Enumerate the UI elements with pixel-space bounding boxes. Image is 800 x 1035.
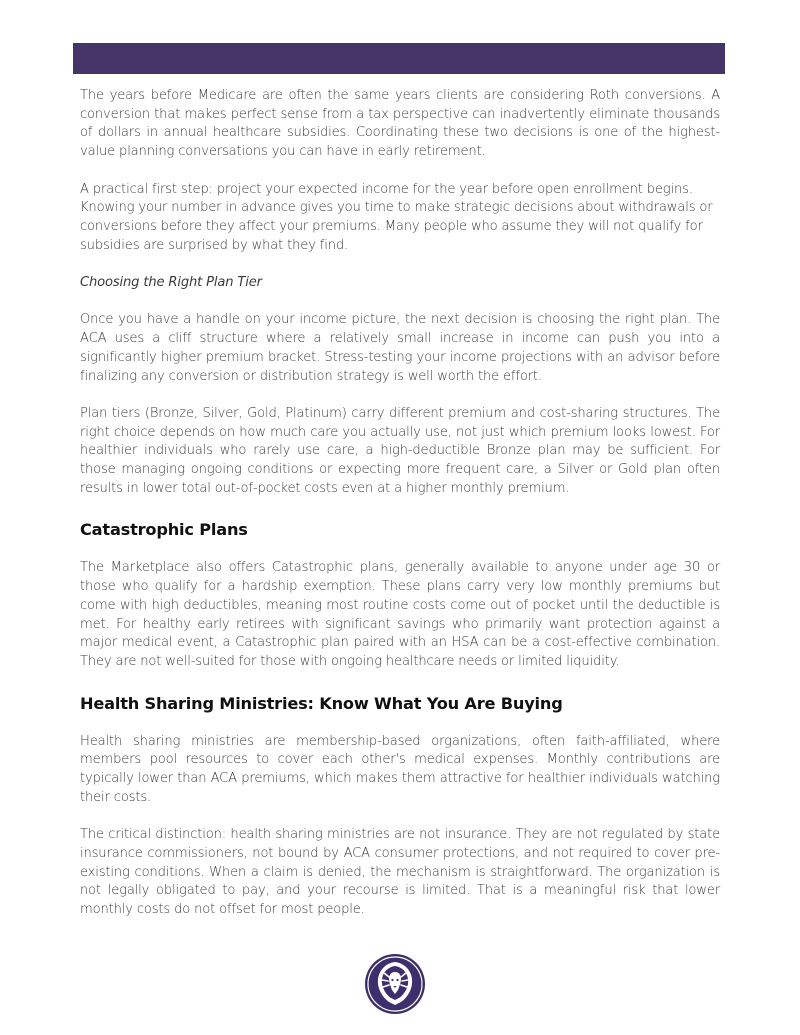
paragraph-ministries-overview: Health sharing ministries are membership-based organizations, often faith-affiliated, where members pool resources to cover each other's medical expenses. Monthly contributions are typically lower than ACA premiums, which makes them attractive for healthier individuals watching their costs. <box>80 733 720 805</box>
subheading-plan-tier: Choosing the Right Plan Tier <box>80 275 262 290</box>
heading-catastrophic-plans: Catastrophic Plans <box>80 520 248 540</box>
paragraph-cliff-structure: Once you have a handle on your income picture, the next decision is choosing the right plan. The ACA uses a cliff structure where a relatively small increase in income can push you into a significantly higher premium bracket. Stress-testing your income projections with an advisor before finalizing any conversion or distribution strategy is well worth the effort. <box>80 312 720 384</box>
paragraph-plan-tiers: Plan tiers (Bronze, Silver, Gold, Platinum) carry different premium and cost-sharing structures. The right choice depends on how much care you actually use, not just which premium looks lowest. For healthier individuals who rarely use care, a high-deductible Bronze plan may be sufficient. For those managing ongoing conditions or expecting more frequent care, a Silver or Gold plan often results in lower total out-of-pocket costs even at a higher monthly premium. <box>80 405 720 496</box>
heading-health-sharing-ministries: Health Sharing Ministries: Know What You Are Buying <box>80 693 563 713</box>
paragraph-ministries-distinction: The critical distinction: health sharing ministries are not insurance. They are not regulated by state insurance commissioners, not bound by ACA consumer protections, and not required to cover pre-existing conditions. When a claim is denied, the mechanism is straightforward. The organization is not legally obligated to pay, and your recourse is limited. That is a meaningful risk that lower monthly costs do not offset for most people. <box>80 827 720 917</box>
paragraph-income-projection: A practical first step: project your expected income for the year before open enrollment begins. Knowing your number in advance gives you time to make strategic decisions about withdrawals or conversions before they affect your premiums. Many people who assume they will not qualify for subsidies are surprised by what they find. <box>80 181 713 253</box>
header-band <box>73 43 725 74</box>
paragraph-catastrophic: The Marketplace also offers Catastrophic plans, generally available to anyone under age 30 or those who qualify for a hardship exemption. These plans carry very low monthly premiums but come with high deductibles, meaning most routine costs come out of pocket until the deductible is met. For healthy early retirees with significant savings who primarily want protection against a major medical event, a Catastrophic plan paired with an HSA can be a cost-effective combination. They are not well-suited for those with ongoing healthcare needs or limited liquidity. <box>80 560 720 669</box>
article-body <box>80 87 720 920</box>
paragraph-roth-conversions: The years before Medicare are often the same years clients are considering Roth conversions. A conversion that makes perfect sense from a tax perspective can inadvertently eliminate thousands of dollars in annual healthcare subsidies. Coordinating these two decisions is one of the highest-value planning conversations you can have in early retirement. <box>80 88 720 160</box>
lion-head-emblem-icon <box>364 953 426 1015</box>
